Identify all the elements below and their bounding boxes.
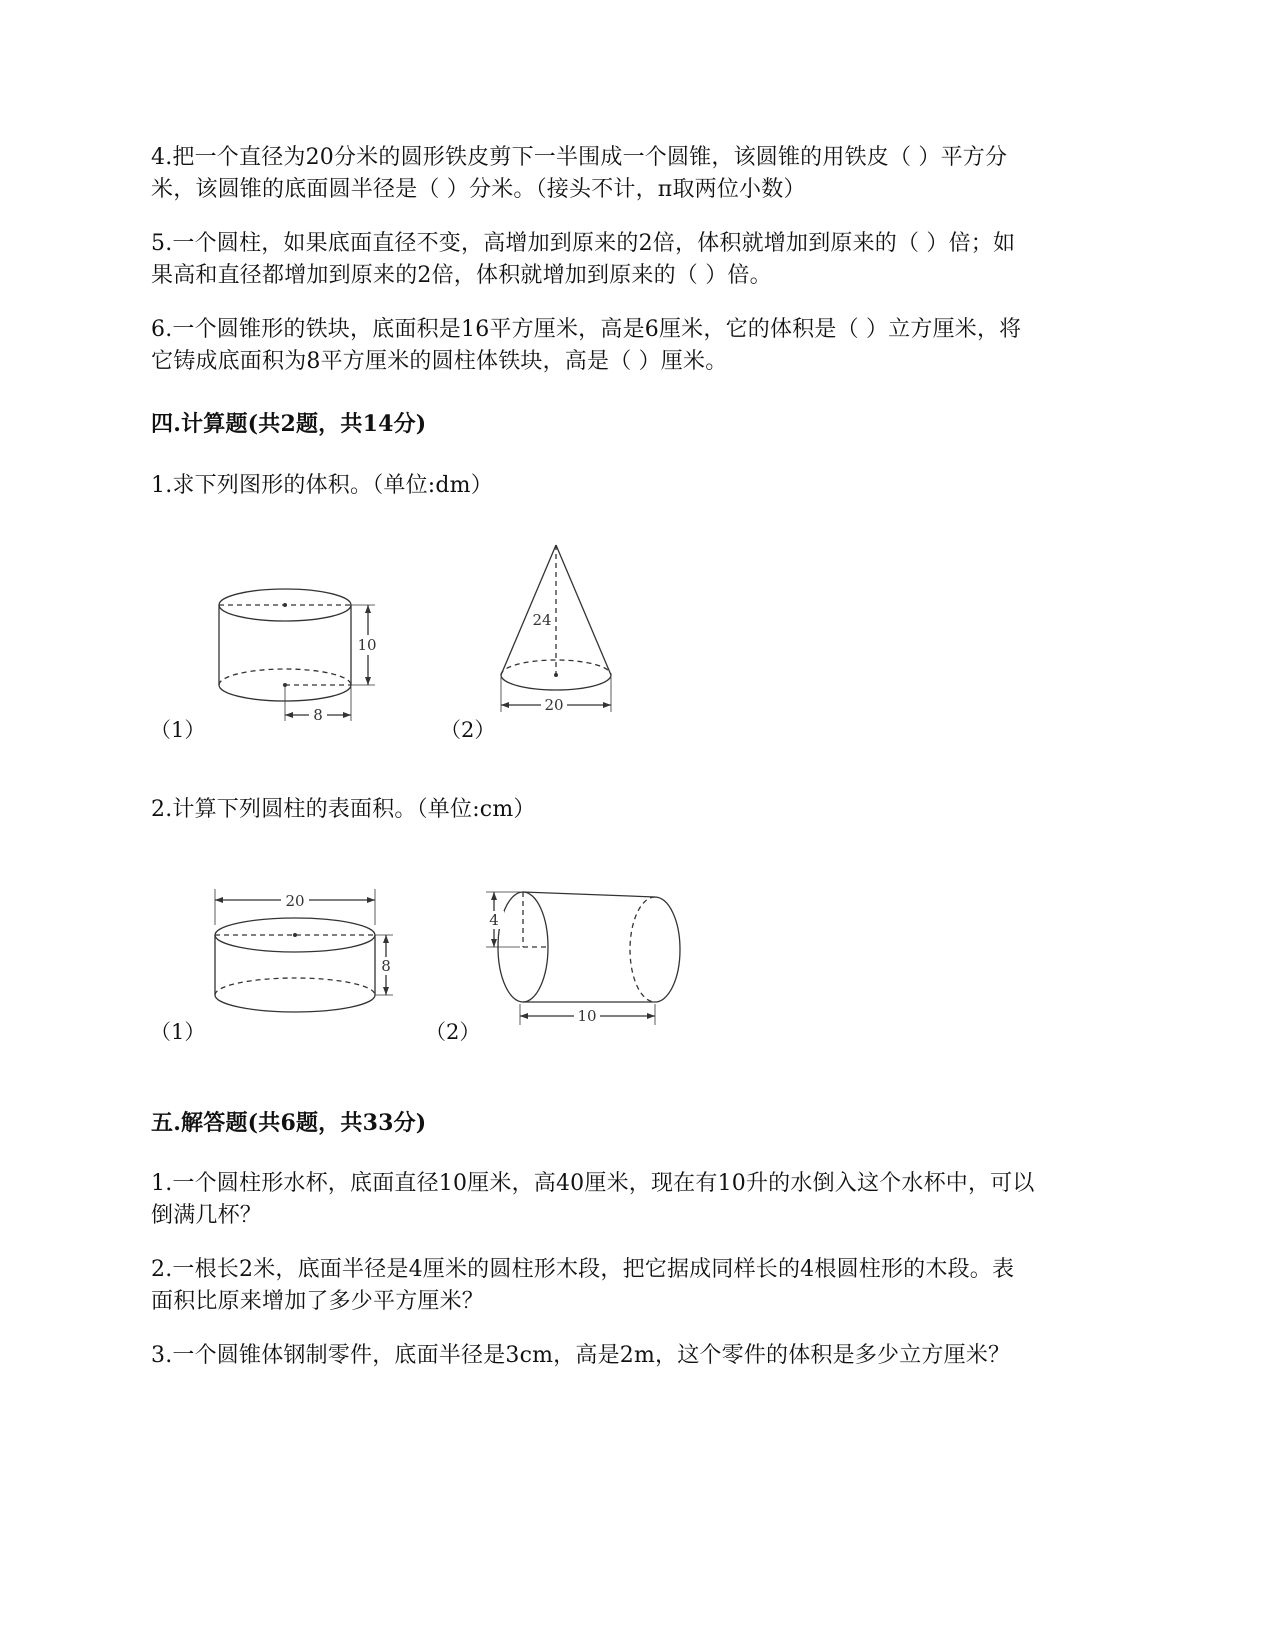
q5-line1: 5.一个圆柱，如果底面直径不变，高增加到原来的2倍，体积就增加到原来的（ ）倍；如 [151,231,1016,256]
fig-1-2-label: （2） [440,718,496,742]
cylinder-3-length-label: 10 [577,1007,597,1025]
cylinder-figure-2 [205,885,405,1025]
q4-line2: 米，该圆锥的底面圆半径是（ ）分米。（接头不计，π取两位小数） [151,177,806,202]
solve-q1-line1: 1.一个圆柱形水杯，底面直径10厘米，高40厘米，现在有10升的水倒入这个水杯中，可以 [151,1171,1035,1196]
cylinder-2-height-label: 8 [381,957,391,975]
solve-q1-line2: 倒满几杯？ [151,1203,263,1228]
cone-figure [495,540,645,750]
section-heading-solutions: 五.解答题(共6题，共33分) [151,1110,427,1136]
q5-line2: 果高和直径都增加到原来的2倍，体积就增加到原来的（ ）倍。 [151,263,772,288]
cone-height-label: 24 [532,611,552,629]
q6-line2: 它铸成底面积为8平方厘米的圆柱体铁块，高是（ ）厘米。 [151,349,728,374]
solve-q2-line2: 面积比原来增加了多少平方厘米？ [151,1289,485,1314]
cylinder-1-height-label: 10 [357,636,377,654]
cylinder-figure-horizontal [480,885,700,1035]
calc-q2-text: 2.计算下列圆柱的表面积。（单位:cm） [151,797,536,822]
solve-q3-line1: 3.一个圆锥体钢制零件，底面半径是3cm，高是2m，这个零件的体积是多少立方厘米？ [151,1343,1011,1368]
q6-line1: 6.一个圆锥形的铁块，底面积是16平方厘米，高是6厘米，它的体积是（ ）立方厘米，将 [151,317,1022,342]
q4-line1: 4.把一个直径为20分米的圆形铁皮剪下一半围成一个圆锥，该圆锥的用铁皮（ ）平方分 [151,145,1008,170]
cylinder-3-radius-label: 4 [489,911,499,929]
cylinder-1-radius-label: 8 [313,706,323,724]
cylinder-2-diameter-label: 20 [285,892,305,910]
cone-diameter-label: 20 [544,696,564,714]
solve-q2-line1: 2.一根长2米，底面半径是4厘米的圆柱形木段，把它据成同样长的4根圆柱形的木段。表 [151,1257,1015,1282]
section-heading-calculation: 四.计算题(共2题，共14分) [151,411,427,437]
cylinder-figure-1 [205,575,395,735]
fig-2-2-label: （2） [425,1020,481,1044]
calc-q1-text: 1.求下列图形的体积。（单位:dm） [151,473,493,498]
fig-1-1-label: （1） [150,718,206,742]
fig-2-1-label: （1） [150,1020,206,1044]
